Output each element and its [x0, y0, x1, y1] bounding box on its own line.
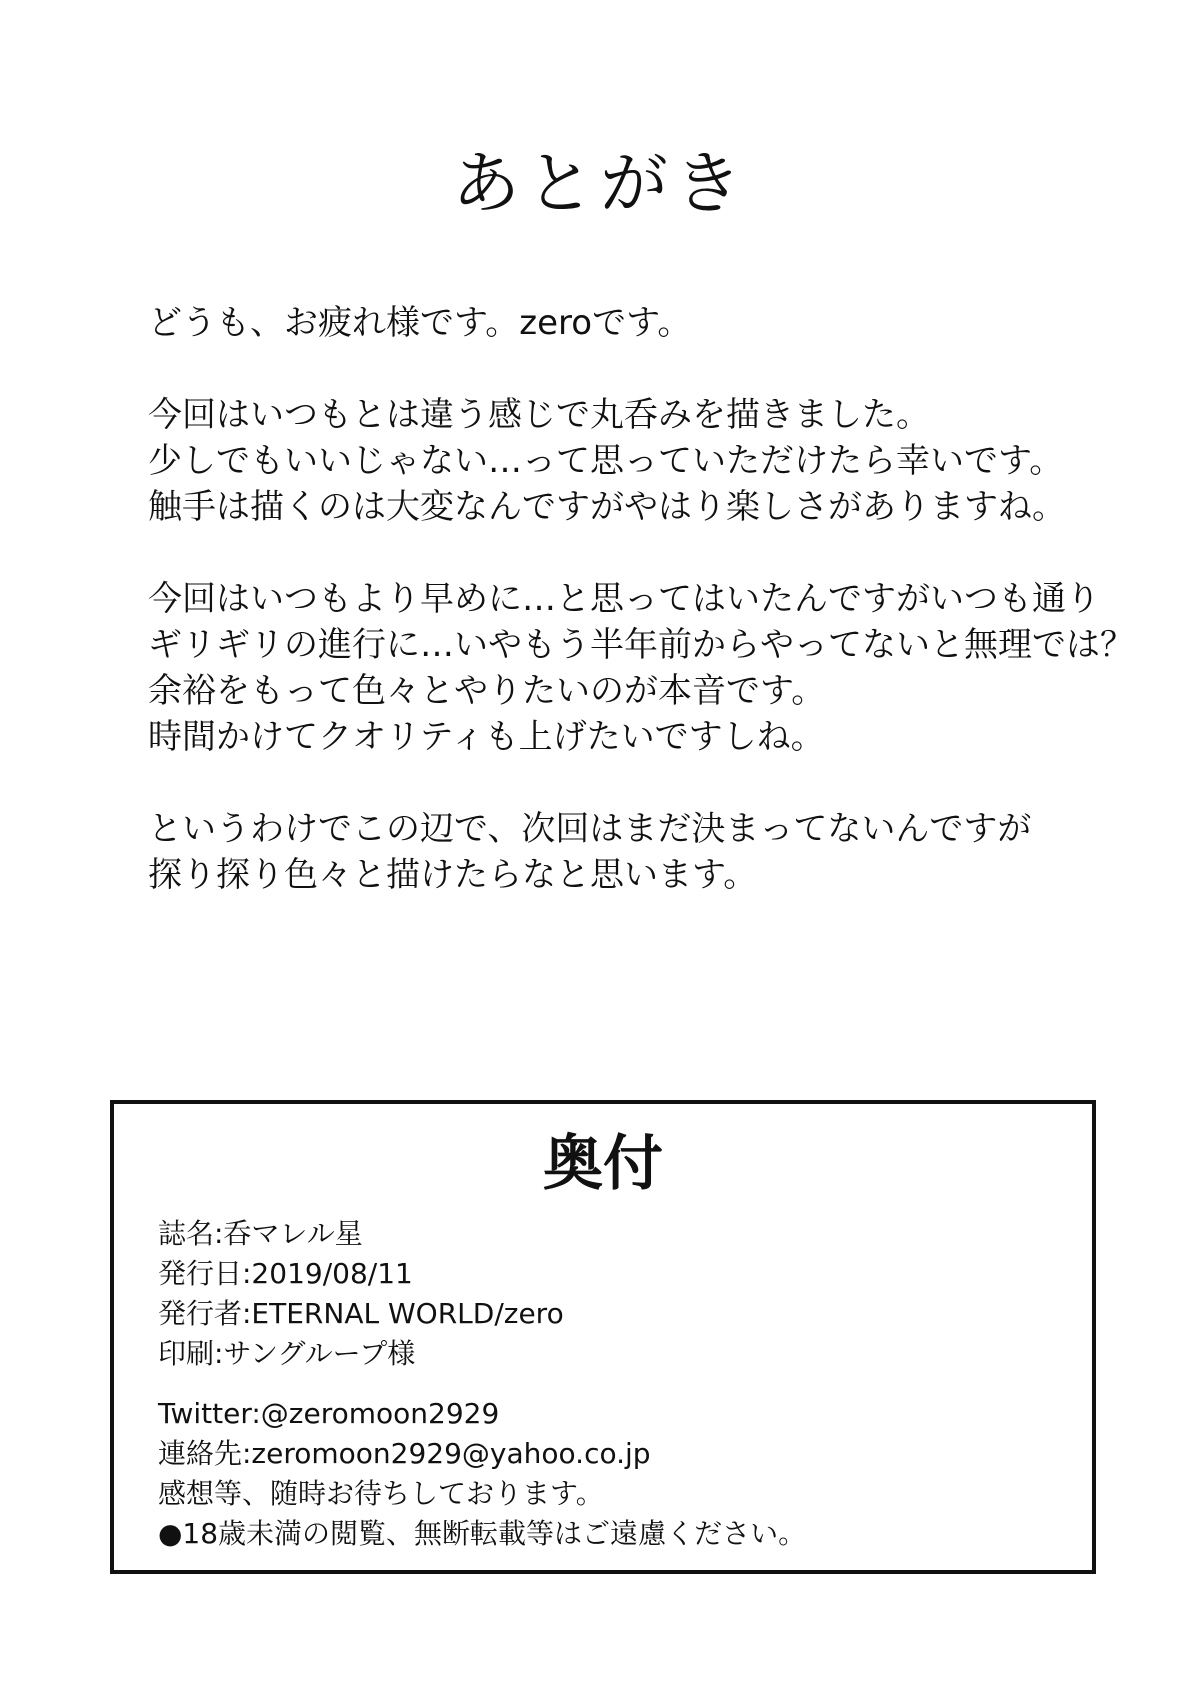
afterword-line: どうも、お疲れ様です。zeroです。: [148, 303, 692, 343]
publication-date: 発行日:2019/08/11: [158, 1257, 413, 1290]
afterword-line: 時間かけてクオリティも上げたいですしね。: [148, 717, 825, 757]
afterword-line: 探り探り色々と描けたらなと思います。: [148, 855, 758, 895]
afterword-line: 今回はいつもとは違う感じで丸呑みを描きました。: [148, 395, 930, 435]
afterword-line: 触手は描くのは大変なんですがやはり楽しさがありますね。: [148, 487, 1066, 527]
feedback-note: 感想等、随時お待ちしております。: [158, 1477, 604, 1510]
afterword-line: 余裕をもって色々とやりたいのが本音です。: [148, 671, 826, 711]
colophon-info: [158, 1214, 564, 1374]
afterword-paragraph: [148, 392, 1108, 530]
afterword-body: [148, 300, 1134, 944]
colophon-title: 奥付: [543, 1129, 663, 1199]
publisher: 発行者:ETERNAL WORLD/zero: [158, 1297, 564, 1330]
publication-title: 誌名:呑マレル星: [158, 1217, 363, 1250]
colophon-box: [110, 1100, 1096, 1574]
afterword-line: 今回はいつもより早めに…と思ってはいたんですがいつも通り: [148, 579, 1100, 619]
contact-email: 連絡先:zeromoon2929@yahoo.co.jp: [158, 1437, 651, 1470]
afterword-line: ギリギリの進行に…いやもう半年前からやってないと無理では？: [148, 625, 1134, 665]
colophon-contact: [158, 1394, 806, 1554]
afterword-line: というわけでこの辺で、次回はまだ決まってないんですが: [148, 809, 1032, 849]
afterword-paragraph: [148, 576, 1134, 760]
afterword-title: あとがき: [451, 145, 748, 224]
afterword-paragraph: [148, 806, 1108, 898]
afterword-line: 少しでもいいじゃない…って思っていただけたら幸いです。: [148, 441, 1064, 481]
printer: 印刷:サングループ様: [158, 1337, 416, 1370]
afterword-paragraph: [148, 300, 1108, 346]
age-restriction-note: ●18歳未満の閲覧、無断転載等はご遠慮ください。: [158, 1517, 807, 1550]
twitter-handle: Twitter:@zeromoon2929: [158, 1397, 500, 1430]
